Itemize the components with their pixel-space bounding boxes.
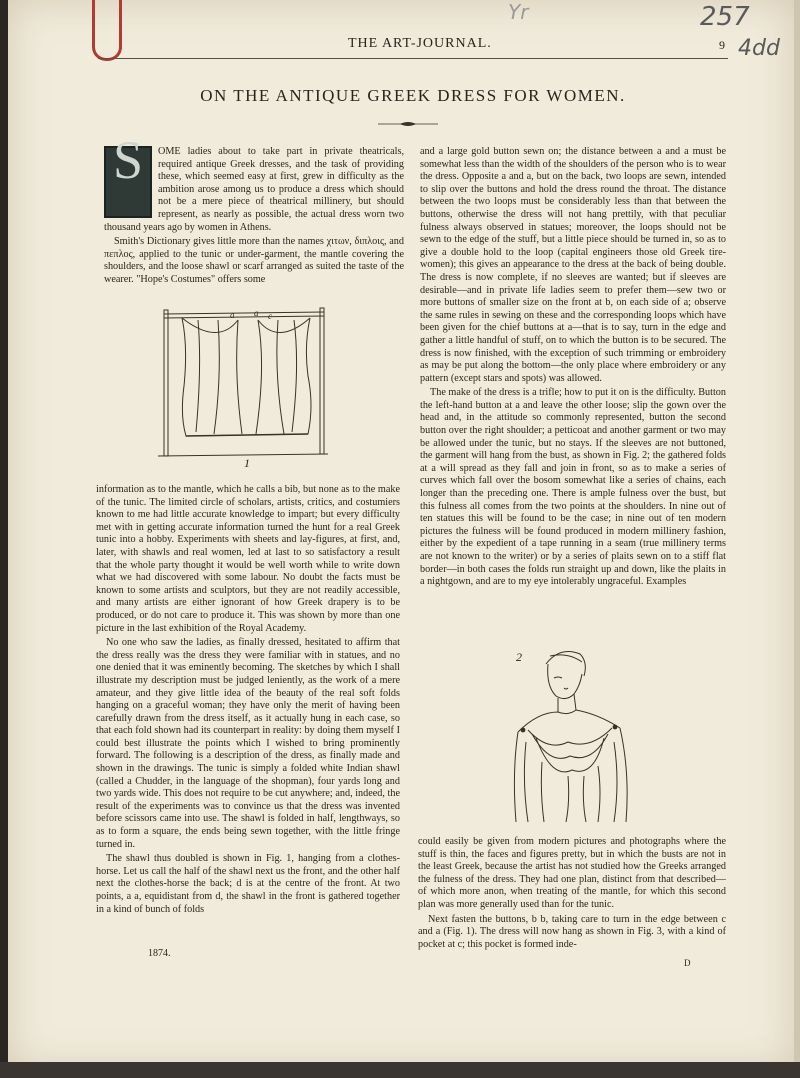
column-right-top	[420, 146, 726, 591]
paragraph: No one who saw the ladies, as finally dressed, hesitated to affirm that the dress really was the dress they were familiar with in statues, and no one denied that it was eminently becoming. The sketches by which I shall illustrate my description must be judged leniently, as the work of a mere amateur, and they give little idea of the beauty of the real soft folds hanging on a graceful woman; they have only the merit of having been carefully drawn from the dress itself, as it actually hung in each case, so that each fold shown had its counterpart in reality: by doing them myself I could best illustrate the points which I wished to bring prominently forward. The following is a description of the dress, as finally made and shown in the drawings. The tunic is simply a folded white Indian shawl (called a Chudder, in the language of the shopman), four yards long and two yards wide. This does not require to be cut anywhere; and, indeed, the result of the experiments was to convince us that the dress was invented before scissors came into use. The shawl is folded in half, lengthways, so as to form a square, the ends being sewn together, with the little fringe turned in.	[96, 637, 400, 850]
title-ornament	[378, 120, 438, 128]
paragraph: could easily be given from modern pictures and photographs where the stuff is thin, the faces and figures pretty, but in which the busts are not in the least Greek, because the artist has not studied how the Greeks arranged the fulness of the dress. They had one plan, distinct from that described—of which more anon, when treating of the mantle, for which this second plan was more generally used than for the tunic.	[418, 836, 726, 910]
running-header	[98, 32, 738, 60]
paragraph: OME ladies about to take part in private theatricals, required antique Greek dresses, and the task of providing these, which seemed easy at first, grew in difficulty as the ambition arose among us to produce a dress which should not be a mere piece of theatrical millinery, but should represent, as nearly as possible, the actual dress worn two thousand years ago by women in Athens.	[104, 146, 404, 233]
handwritten-catalog-number: 4dd	[738, 36, 780, 61]
svg-text:a: a	[254, 308, 259, 318]
column-left-bottom	[96, 484, 400, 918]
svg-text:a: a	[230, 310, 235, 320]
paragraph: Smith's Dictionary gives little more than the names χιτων, διπλοις, and πεπλος, applied to the tunic or under-garment, the mantle covering the shoulders, and the loose shawl or scarf arranged as suited the taste of the wearer. "Hope's Costumes" offers some	[104, 236, 404, 285]
page-bottom-edge	[0, 1062, 800, 1078]
figure-1-label: 1	[244, 456, 250, 470]
column-left-top	[104, 130, 404, 289]
paragraph: information as to the mantle, which he calls a bib, but none as to the make of the tunic. The limited circle of scholars, artists, critics, and costumiers known to me had little accurate knowledge to impart; but every difficulty met with in getting accurate information turned the hunt for a real Greek tunic into a hobby. Experiments with sheets and lay-figures, at first, and, later, with shawls and real women, led at last to so satisfactory a result that the whole party thought it would be well worth while to write down what we had discovered with some labour. No doubt the facts must be known to some artists and sculptors, but they are not readily accessible, and many artists are either ignorant of how Greek drapery is to be produced, or do not care to produce it. This was shown by more than one picture in the last exhibition of the Royal Academy.	[96, 484, 400, 634]
page-binding-edge	[0, 0, 8, 1078]
paragraph: The shawl thus doubled is shown in Fig. 1, hanging from a clothes-horse. Let us call the half of the shawl next us the front, and the other half next the clothes-horse the back; d is at the centre of the front. At two points, a a, equidistant from d, the shawl in the front is gathered together in a kind of bunch of folds	[96, 853, 400, 915]
figure-2-label: 2	[516, 650, 522, 664]
paragraph: Next fasten the buttons, b b, taking care to turn in the edge between c and a (Fig. 1). The dress will now hang as shown in Fig. 3, with a kind of pocket at c; this pocket is formed inde-	[418, 913, 726, 950]
column-right-bottom	[418, 836, 726, 953]
handwritten-page-ref: 257	[700, 2, 750, 32]
paragraph: and a large gold button sewn on; the distance between a and a must be somewhat less than the width of the shoulders of the person who is to wear the dress. Opposite a and a, but on the back, two loops are sewn, intended to slip over the buttons and hold the dress round the throat. The distance between the two loops must be considerably less than that between the buttons, otherwise the dress will not hang prettily, with that peculiar fulness always observed in statues; moreover, the loops should not be sewn to the edge of the stuff, but a little piece should be turned in, so as to give a double hold to the loop (capital engineers those old Greek tire-women); this gives an appearance to the dress at the back of being double. The dress is now complete, if no sleeves are wanted; but if sleeves are desirable—and in private life ladies seem to prefer them—sew two or more buttons of smaller size on the front at b, on each side of a; observe the same rules in sewing on these and the corresponding loops which have been given for the chief buttons at a—that is to say, turn in the edge and gather a little handful of stuff, on to which the button is to be secured. The dress is now finished, with the exception of such trimming or embroidery as may be put along the bottom—the only place where embroidery or any pattern (except stars and spots) was allowed.	[420, 146, 726, 384]
dropcap-letter: S	[112, 130, 144, 190]
header-rule	[98, 58, 728, 59]
signature-mark: D	[684, 958, 691, 968]
running-title: THE ART-JOURNAL.	[348, 36, 492, 51]
article-title: ON THE ANTIQUE GREEK DRESS FOR WOMEN.	[200, 86, 626, 105]
figure-1-clothes-horse-illustration	[158, 306, 348, 474]
page-number: 9	[719, 38, 726, 52]
document-page	[8, 0, 794, 1070]
figure-2-woman-in-tunic-illustration	[498, 642, 648, 828]
paragraph: The make of the dress is a trifle; how to put it on is the difficulty. Button the left-hand button at a and leave the other loose; slip the gown over the head and, in the attitude so commonly represented, button the second button over the right shoulder; a petticoat and another garment or two may be allowed under the tunic, but no stays. If the sleeves are not buttoned, the garment will hang from the bust, as shown in Fig. 2; the gathered folds at a will spread as they fall and join in front, so as to make a series of curves which fall over the bosom somewhat like a series of chains, each longer than the preceding one. There is ample fulness over the bust, but this fulness all comes from the two points at the shoulders. In nine out of ten statues this will be found to be the case; in nine out of ten modern pictures the fulness will be found produced in modern millinery fashion, either by the expedient of a tape running in a seam (true millinery terms are not known to the writer) or by a series of plaits sewn on to a stiff flat border—in both cases the folds run straight up and down, like the plaits in a nightgown, and are to my eye intolerably ungraceful. Examples	[420, 387, 726, 588]
svg-text:c: c	[268, 311, 272, 321]
footer-year: 1874.	[148, 948, 171, 959]
handwritten-note: Yr	[508, 0, 529, 24]
illuminated-dropcap	[104, 130, 152, 218]
